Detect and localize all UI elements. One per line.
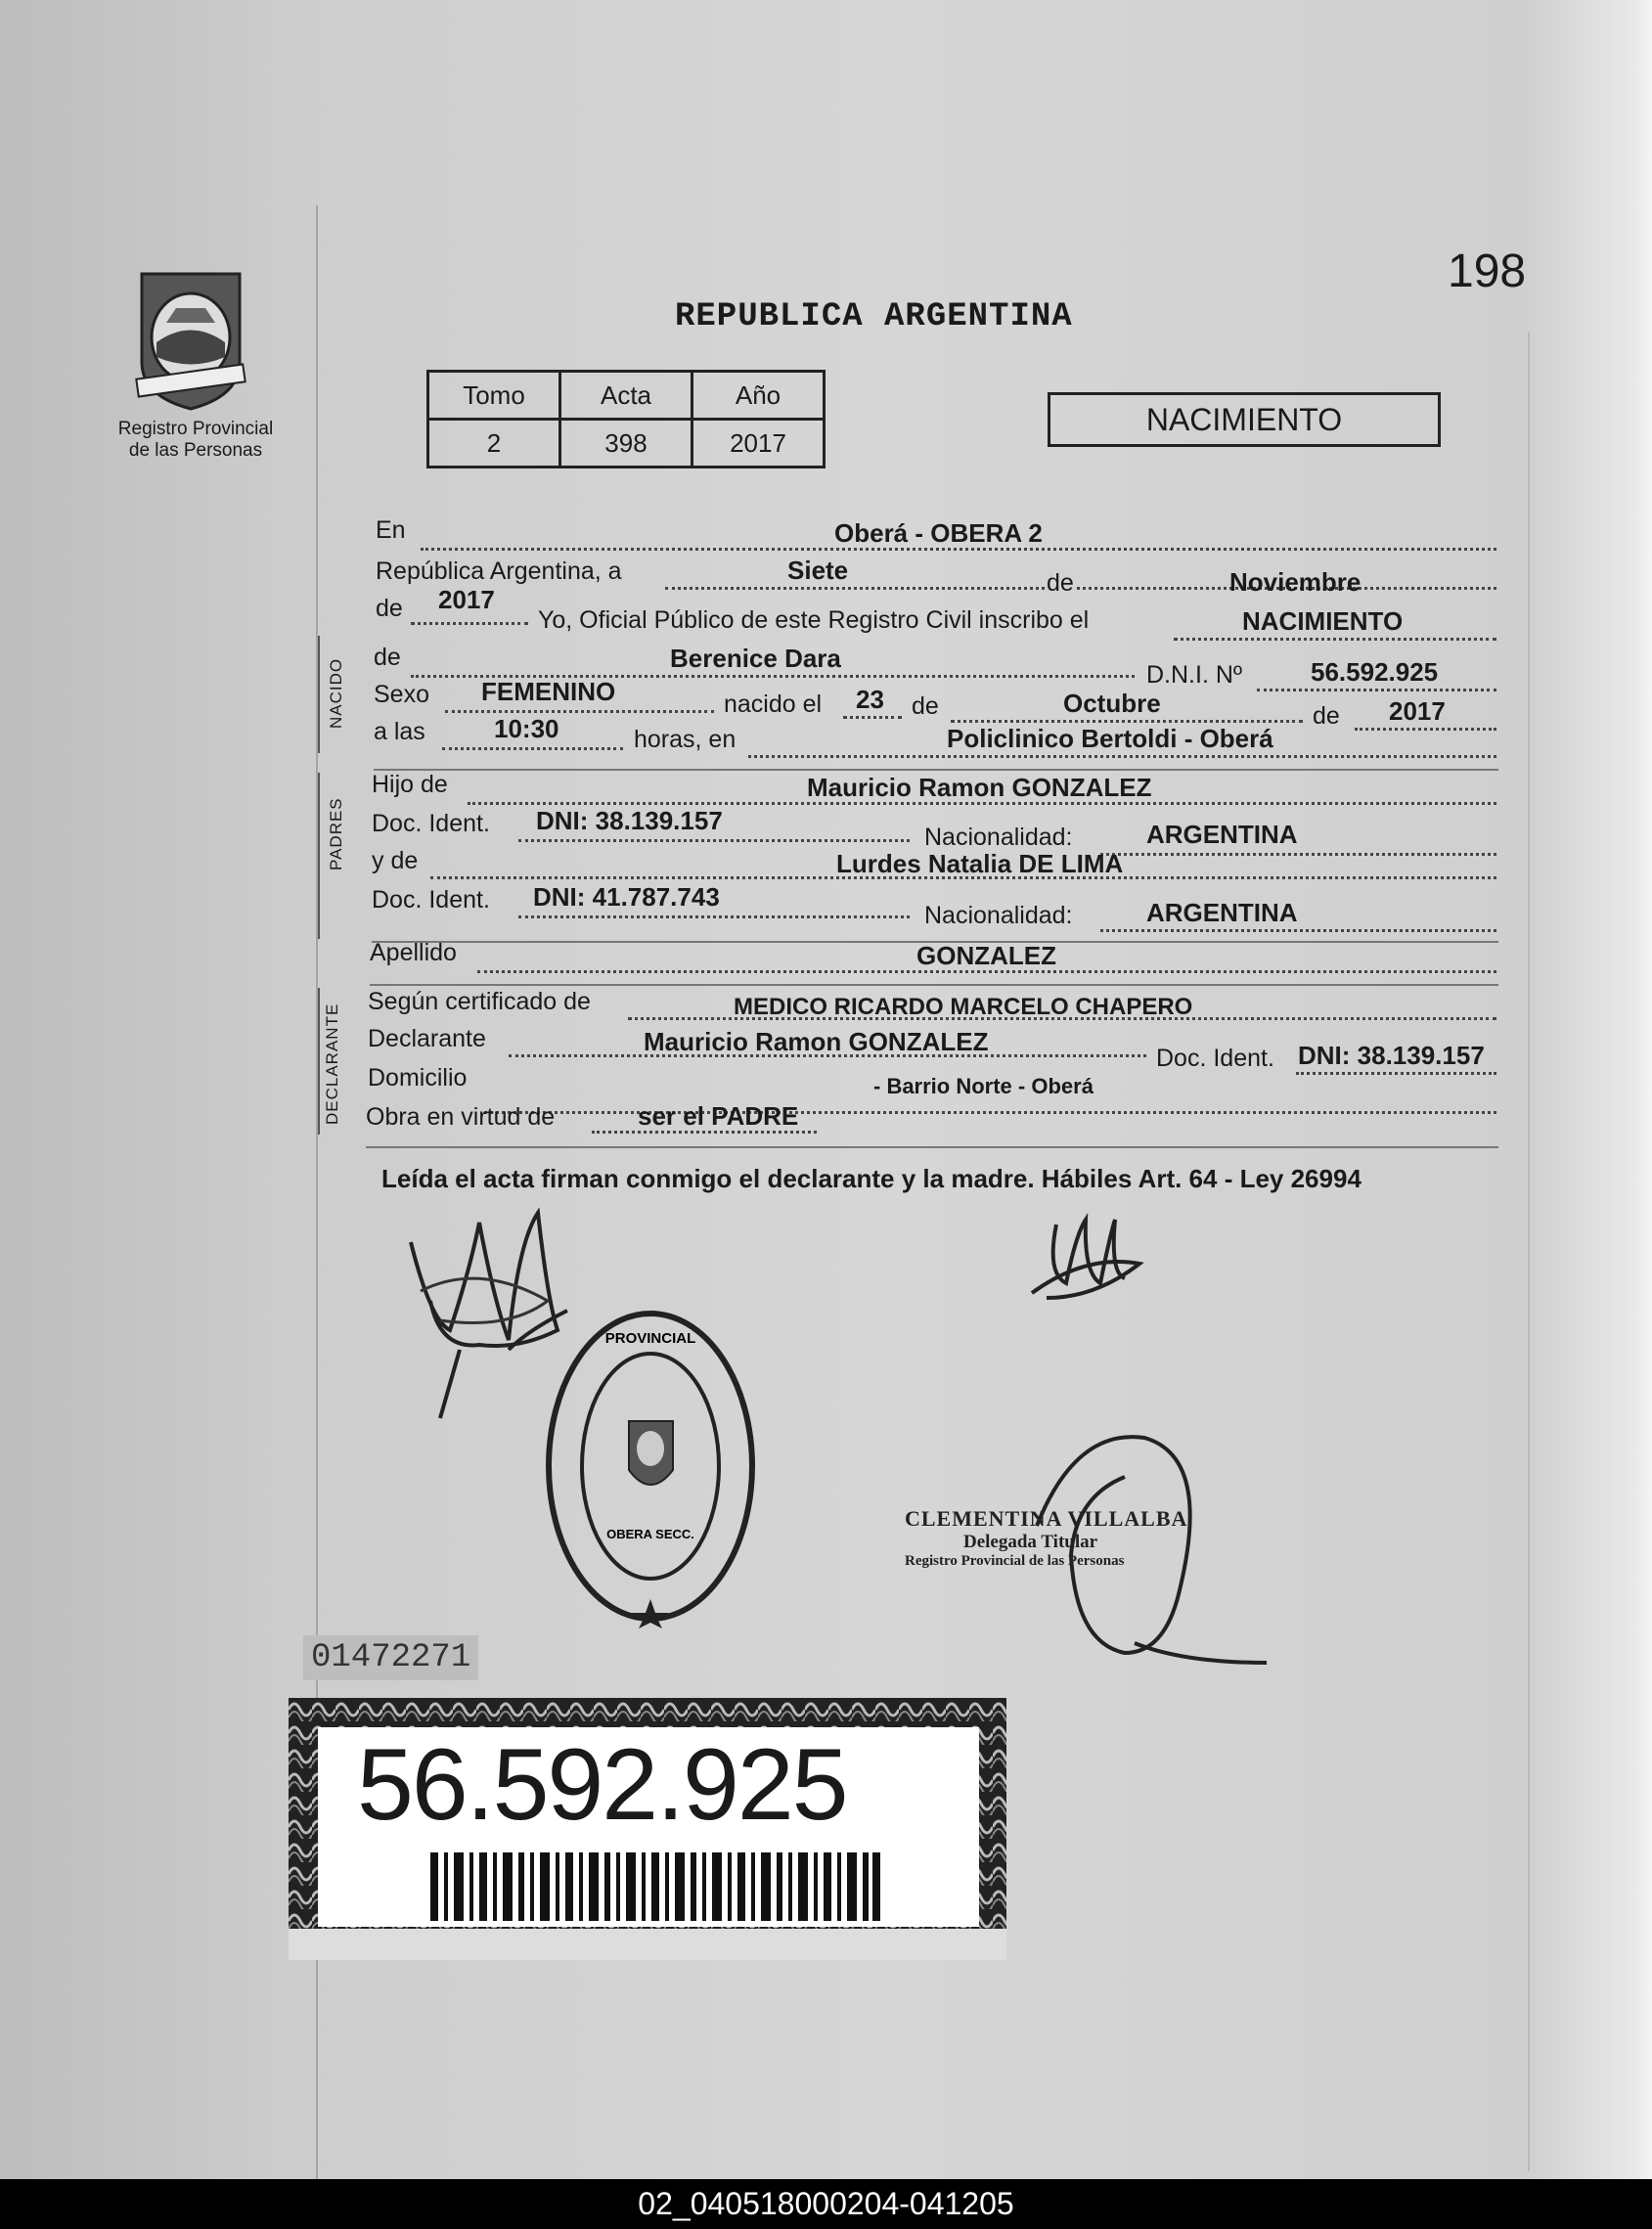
official-org: Registro Provincial de las Personas [905, 1553, 1125, 1569]
dots-declarante-doc [1296, 1072, 1496, 1075]
signature-madre-icon [1027, 1205, 1144, 1313]
label-certificado: Según certificado de [368, 988, 591, 1015]
label-de-birth-year: de [1313, 702, 1340, 730]
value-mother-nationality: ARGENTINA [1146, 898, 1298, 927]
value-apellido: GONZALEZ [916, 941, 1056, 970]
value-father-nationality: ARGENTINA [1146, 820, 1298, 849]
label-de-month: de [1047, 569, 1074, 597]
svg-text:PROVINCIAL: PROVINCIAL [604, 1330, 696, 1347]
divider-apellido [370, 984, 1498, 986]
caption-line-1: Registro Provincial [117, 419, 274, 439]
country-title: REPUBLICA ARGENTINA [675, 298, 1073, 335]
label-y-de: y de [372, 847, 419, 874]
section-label-declarante: DECLARANTE [323, 1003, 341, 1125]
official-text: Yo, Oficial Público de este Registro Civil inscribo el [538, 606, 1090, 634]
dots-sexo [445, 710, 714, 713]
page-number: 198 [1448, 245, 1527, 297]
value-sexo: FEMENINO [481, 677, 616, 706]
divider-declarante [366, 1146, 1498, 1148]
registry-oval-stamp-icon [541, 1304, 761, 1628]
official-name: CLEMENTINA VILLALBA [905, 1506, 1188, 1531]
id-sticker [289, 1698, 1006, 1960]
value-certificado: MEDICO RICARDO MARCELO CHAPERO [734, 994, 1193, 1020]
label-nac-father: Nacionalidad: [924, 824, 1073, 851]
official-stamp [905, 1506, 1187, 1570]
label-republica: República Argentina, a [376, 557, 622, 585]
header-tomo: Tomo [428, 372, 560, 420]
value-place: Oberá - OBERA 2 [834, 518, 1043, 548]
dots-year [411, 622, 528, 625]
dots-birth-year [1355, 728, 1496, 731]
sticker-label-area [318, 1727, 979, 1927]
value-act-kind: NACIMIENTO [1242, 606, 1404, 636]
value-child-name: Berenice Dara [670, 644, 841, 673]
record-type-box: NACIMIENTO [1048, 392, 1441, 447]
barcode-icon [430, 1852, 880, 1921]
value-acta: 398 [560, 420, 692, 468]
closing-text: Leída el acta firman conmigo el declarante y la madre. Hábiles Art. 64 - Ley 26994 [381, 1164, 1362, 1193]
value-mother-name: Lurdes Natalia DE LIMA [836, 849, 1124, 878]
dots-dni [1257, 689, 1496, 691]
section-label-nacido: NACIDO [327, 657, 345, 729]
value-birth-year: 2017 [1389, 696, 1446, 726]
value-obra: ser el PADRE [638, 1101, 799, 1131]
value-declarante-name: Mauricio Ramon GONZALEZ [644, 1027, 989, 1056]
dots-act-kind [1174, 638, 1496, 641]
value-father-doc: DNI: 38.139.157 [536, 806, 723, 835]
dots-birth-month [951, 720, 1303, 723]
label-doc-declarante: Doc. Ident. [1156, 1045, 1274, 1072]
label-obra: Obra en virtud de [366, 1103, 556, 1131]
value-birth-day: 23 [856, 685, 884, 714]
value-time: 10:30 [494, 714, 559, 743]
dots-republica [665, 587, 1496, 590]
value-day-word: Siete [787, 556, 849, 585]
value-father-name: Mauricio Ramon GONZALEZ [807, 773, 1152, 802]
value-birth-month: Octubre [1063, 689, 1161, 718]
dots-father-doc [518, 839, 910, 842]
label-nacido-el: nacido el [724, 691, 823, 718]
header-acta: Acta [560, 372, 692, 420]
nacido-side-line [318, 636, 320, 753]
margin-line-right [1528, 333, 1530, 2171]
label-en: En [376, 516, 406, 544]
label-a-las: a las [374, 718, 425, 745]
footer-document-id: 02_040518000204-041205 [0, 2179, 1652, 2229]
dots-time [442, 747, 623, 750]
divider-nacido [374, 769, 1498, 771]
value-declarante-doc: DNI: 38.139.157 [1298, 1041, 1485, 1070]
label-de-birth-month: de [912, 692, 939, 720]
label-domicilio: Domicilio [368, 1064, 468, 1092]
value-mother-doc: DNI: 41.787.743 [533, 882, 720, 912]
value-month: Noviembre [1229, 567, 1362, 597]
label-dni: D.N.I. Nº [1146, 661, 1243, 689]
official-title: Delegada Titular [963, 1532, 1098, 1552]
value-domicilio: - Barrio Norte - Oberá [873, 1074, 1094, 1098]
label-de-year: de [376, 595, 403, 622]
label-sexo: Sexo [374, 681, 429, 708]
label-nac-mother: Nacionalidad: [924, 902, 1073, 929]
label-apellido: Apellido [370, 939, 457, 966]
label-doc-mother: Doc. Ident. [372, 886, 490, 914]
label-de-name: de [374, 644, 401, 671]
padres-side-line [318, 773, 320, 939]
value-year: 2017 [438, 585, 495, 614]
declarante-side-line [318, 988, 320, 1135]
section-label-padres: PADRES [327, 797, 345, 870]
dots-birth-place [748, 755, 1496, 758]
caption-line-2: de las Personas [128, 440, 263, 461]
label-doc-father: Doc. Ident. [372, 810, 490, 837]
value-anio: 2017 [692, 420, 825, 468]
value-tomo: 2 [428, 420, 560, 468]
dots-father-nat [1100, 853, 1496, 856]
value-birth-place: Policlinico Bertoldi - Oberá [947, 724, 1273, 753]
record-table [426, 370, 826, 468]
dots-domicilio [484, 1111, 1496, 1114]
control-number: 01472271 [303, 1635, 478, 1680]
value-child-dni: 56.592.925 [1311, 657, 1439, 687]
label-horas-en: horas, en [634, 726, 737, 753]
dots-mother-doc [518, 915, 910, 918]
sticker-number: 56.592.925 [357, 1728, 847, 1842]
dots-mother-nat [1100, 929, 1496, 932]
registry-caption [98, 419, 293, 462]
registry-seal-icon [127, 264, 254, 411]
svg-text:OBERA SECC.: OBERA SECC. [606, 1527, 694, 1541]
label-declarante: Declarante [368, 1025, 486, 1052]
label-hijo-de: Hijo de [372, 771, 448, 798]
header-anio: Año [692, 372, 825, 420]
dots-birth-day [843, 716, 902, 719]
